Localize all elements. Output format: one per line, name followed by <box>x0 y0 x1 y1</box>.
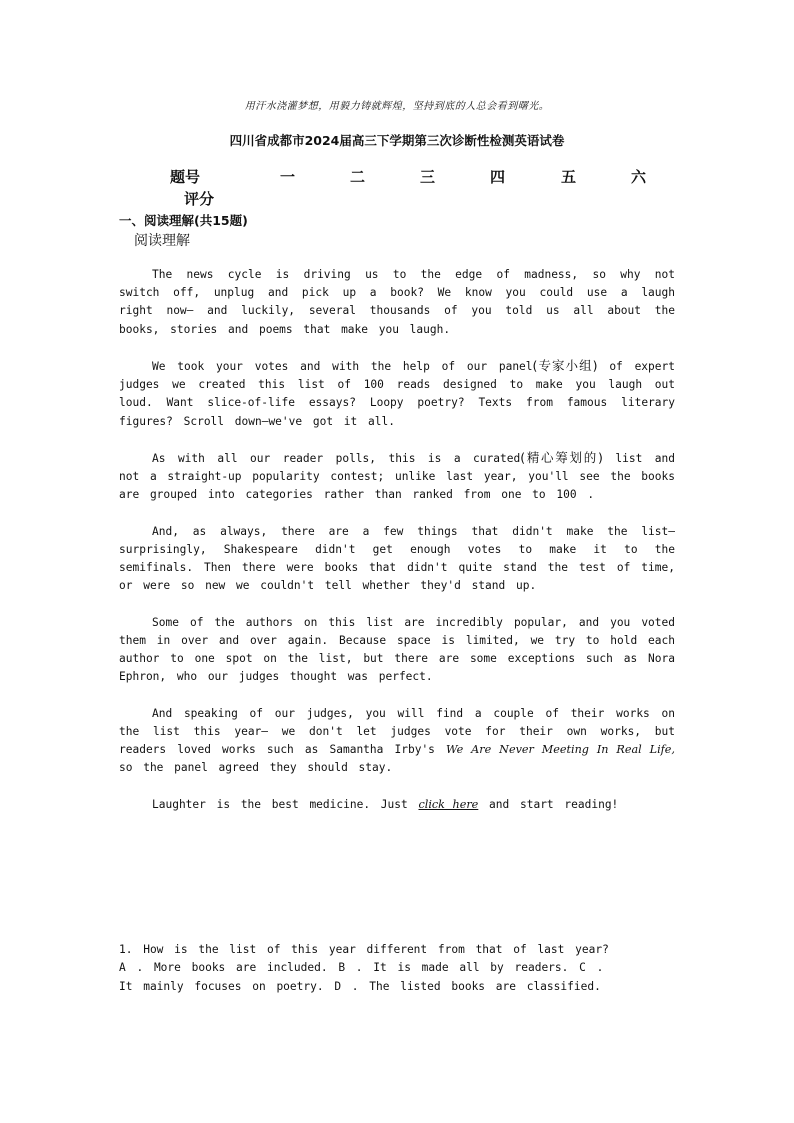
reading-passage <box>119 266 675 832</box>
question-options-line-2: It mainly focuses on poetry. D . The listed books are classified. <box>119 979 601 993</box>
score-table-col-5: 五 <box>561 168 577 186</box>
passage-paragraph-1: The news cycle is driving us to the edge of madness, so why not switch off, unplug and pick up a book? We know you could use a laugh right now— and luckily, several thousands of you told us all about the books, stories and poems that make you laugh. <box>119 268 675 336</box>
passage-paragraph-5: Some of the authors on this list are incredibly popular, and you voted them in over and over again. Because space is limited, we try to hold each author to one spot on the list, but there are some exceptions such as Nora Ephron, who our judges thought was perfect. <box>119 615 675 684</box>
passage-text: and start reading! <box>478 797 619 811</box>
passage-text: We took your votes and with the help of our panel <box>152 360 533 373</box>
passage-text: so the panel agreed they should stay. <box>119 761 393 775</box>
passage-paragraph-3 <box>119 449 675 505</box>
passage-text: list and not a straight-up popularity contest; unlike last year, you'll see the books are grouped into categories rather than ranked from one to 100 . <box>119 452 675 502</box>
score-table-row-label: 题号 <box>170 168 201 186</box>
passage-text: And speaking of our judges, you will find a couple of their works on the list this year— we don't let judges vote for their own works, but readers loved works such as Samantha Irby's <box>119 706 675 757</box>
passage-paragraph-4: And, as always, there are a few things that didn't make the list— surprisingly, Shakespeare didn't get enough votes to make it to the semifinals. Then there were books that didn't quite stand the test of time, or were so new we couldn't tell whether they'd stand up. <box>119 524 675 593</box>
passage-paragraph-7 <box>119 796 675 814</box>
chinese-gloss: (精心筹划的) <box>520 450 603 465</box>
passage-text: Laughter is the best medicine. Just <box>152 797 419 811</box>
passage-text: of expert judges we created this list of 100 reads designed to make you laugh out loud. Want slice-of-life essays? Loopy poetry? Texts from famous literary figures? Scroll down—we've got it all. <box>119 360 675 428</box>
score-table-score-label: 评分 <box>184 190 215 208</box>
score-table-col-3: 三 <box>420 168 436 186</box>
section-heading: 一、阅读理解(共15题) <box>119 213 248 228</box>
score-table <box>170 166 670 210</box>
passage-paragraph-6 <box>119 705 675 778</box>
chinese-gloss: (专家小组) <box>532 358 598 373</box>
score-table-col-6: 六 <box>631 168 647 186</box>
score-table-col-2: 二 <box>350 168 366 186</box>
section-subheading: 阅读理解 <box>134 233 190 249</box>
book-title: We Are Never Meeting In Real Life, <box>446 743 675 757</box>
motto-text: 用汗水浇灌梦想，用毅力铸就辉煌，坚持到底的人总会看到曙光。 <box>244 101 550 112</box>
score-table-col-1: 一 <box>280 168 296 186</box>
score-table-col-4: 四 <box>490 168 506 186</box>
question-1 <box>119 941 675 996</box>
passage-paragraph-2 <box>119 357 675 431</box>
exam-title: 四川省成都市2024届高三下学期第三次诊断性检测英语试卷 <box>229 133 565 148</box>
click-here-link[interactable]: click here <box>418 797 479 811</box>
passage-text: As with all our reader polls, this is a curated <box>152 452 521 465</box>
question-options-line-1: A . More books are included. B . It is made all by readers. C . <box>119 961 604 975</box>
question-stem: 1. How is the list of this year different from that of last year? <box>119 943 609 956</box>
